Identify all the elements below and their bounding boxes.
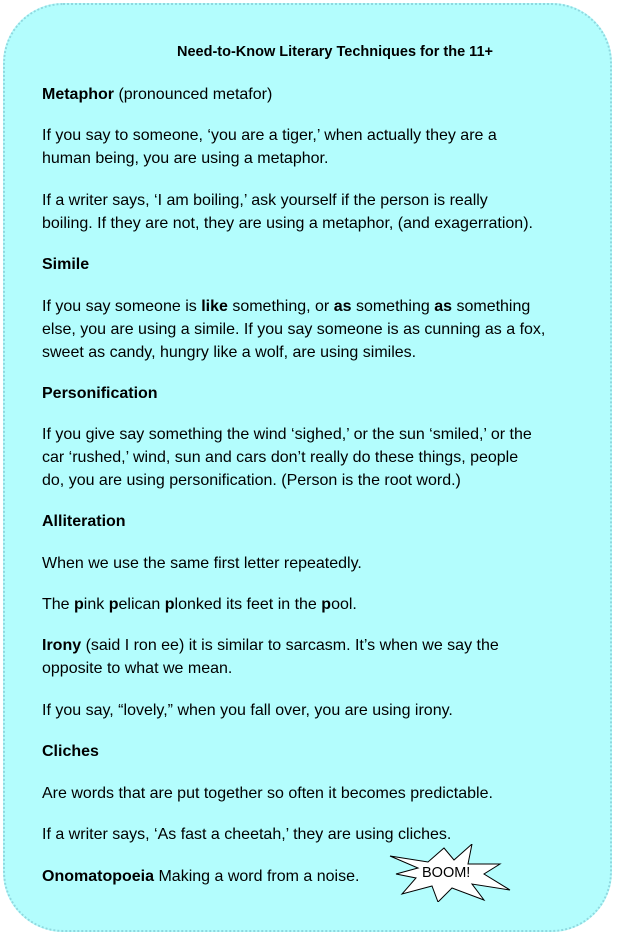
metaphor-text-2b: boiling. If they are not, they are using a metaphor, (and exagerration). (42, 215, 533, 232)
example-text-part: The (42, 596, 75, 613)
irony-example: If you say, “lovely,” when you fall over, you are using irony. (42, 702, 453, 719)
onomatopoeia-text: Making a word from a noise. (154, 868, 360, 885)
cliches-example: If a writer says, ‘As fast a cheetah,’ they are using cliches. (42, 826, 452, 843)
personification-text-2: car ‘rushed,’ wind, sun and cars don’t really do these things, people (42, 449, 519, 466)
personification-text-1: If you give say something the wind ‘sighed,’ or the sun ‘smiled,’ or the (42, 426, 532, 443)
irony-text: (said I ron ee) it is similar to sarcasm. It’s when we say the (81, 637, 499, 654)
boom-starburst (388, 844, 514, 902)
simile-heading: Simile (42, 256, 90, 273)
simile-text-2: else, you are using a simile. If you say someone is as cunning as a fox, (42, 321, 546, 338)
highlight-letter: p (164, 596, 175, 613)
onomatopoeia-line (42, 865, 359, 888)
simile-text-3: sweet as candy, hungry like a wolf, are using similes. (42, 344, 417, 361)
irony-line-1 (42, 634, 499, 657)
example-text-part: ink (83, 596, 109, 613)
metaphor-text-1b: human being, you are using a metaphor. (42, 150, 329, 167)
highlight-letter: p (74, 596, 84, 613)
alliteration-example (42, 593, 357, 616)
simile-text-1 (42, 295, 530, 318)
metaphor-note: (pronounced metafor) (114, 86, 273, 103)
highlight-letter: p (321, 596, 332, 613)
highlight-letter: p (108, 596, 119, 613)
simile-keyword-as: as (434, 298, 453, 315)
metaphor-heading: Metaphor (42, 86, 114, 103)
metaphor-text-2a: If a writer says, ‘I am boiling,’ ask yourself if the person is really (42, 192, 488, 209)
personification-text-3: do, you are using personification. (Person is the root word.) (42, 472, 461, 489)
example-text-part: elican (118, 596, 165, 613)
page-title: Need-to-Know Literary Techniques for the 11+ (177, 44, 493, 60)
simile-text-part: something, or (227, 298, 334, 315)
example-text-part: lonked its feet in the (174, 596, 322, 613)
metaphor-heading-line (42, 83, 272, 106)
simile-keyword-as: as (333, 298, 352, 315)
simile-text-part: something (351, 298, 435, 315)
simile-keyword-like: like (201, 298, 228, 315)
boom-text: BOOM! (422, 865, 471, 881)
alliteration-heading: Alliteration (42, 513, 126, 530)
personification-heading: Personification (42, 385, 158, 402)
metaphor-text-1a: If you say to someone, ‘you are a tiger,’ when actually they are a (42, 127, 497, 144)
alliteration-definition: When we use the same first letter repeatedly. (42, 555, 362, 572)
irony-line-2: opposite to what we mean. (42, 660, 233, 677)
simile-text-part: If you say someone is (42, 298, 202, 315)
simile-text-part: something (452, 298, 531, 315)
irony-heading: Irony (42, 637, 82, 654)
cliches-definition: Are words that are put together so often it becomes predictable. (42, 785, 493, 802)
example-text-part: ool. (331, 596, 357, 613)
cliches-heading: Cliches (42, 743, 99, 760)
onomatopoeia-heading: Onomatopoeia (42, 868, 155, 885)
